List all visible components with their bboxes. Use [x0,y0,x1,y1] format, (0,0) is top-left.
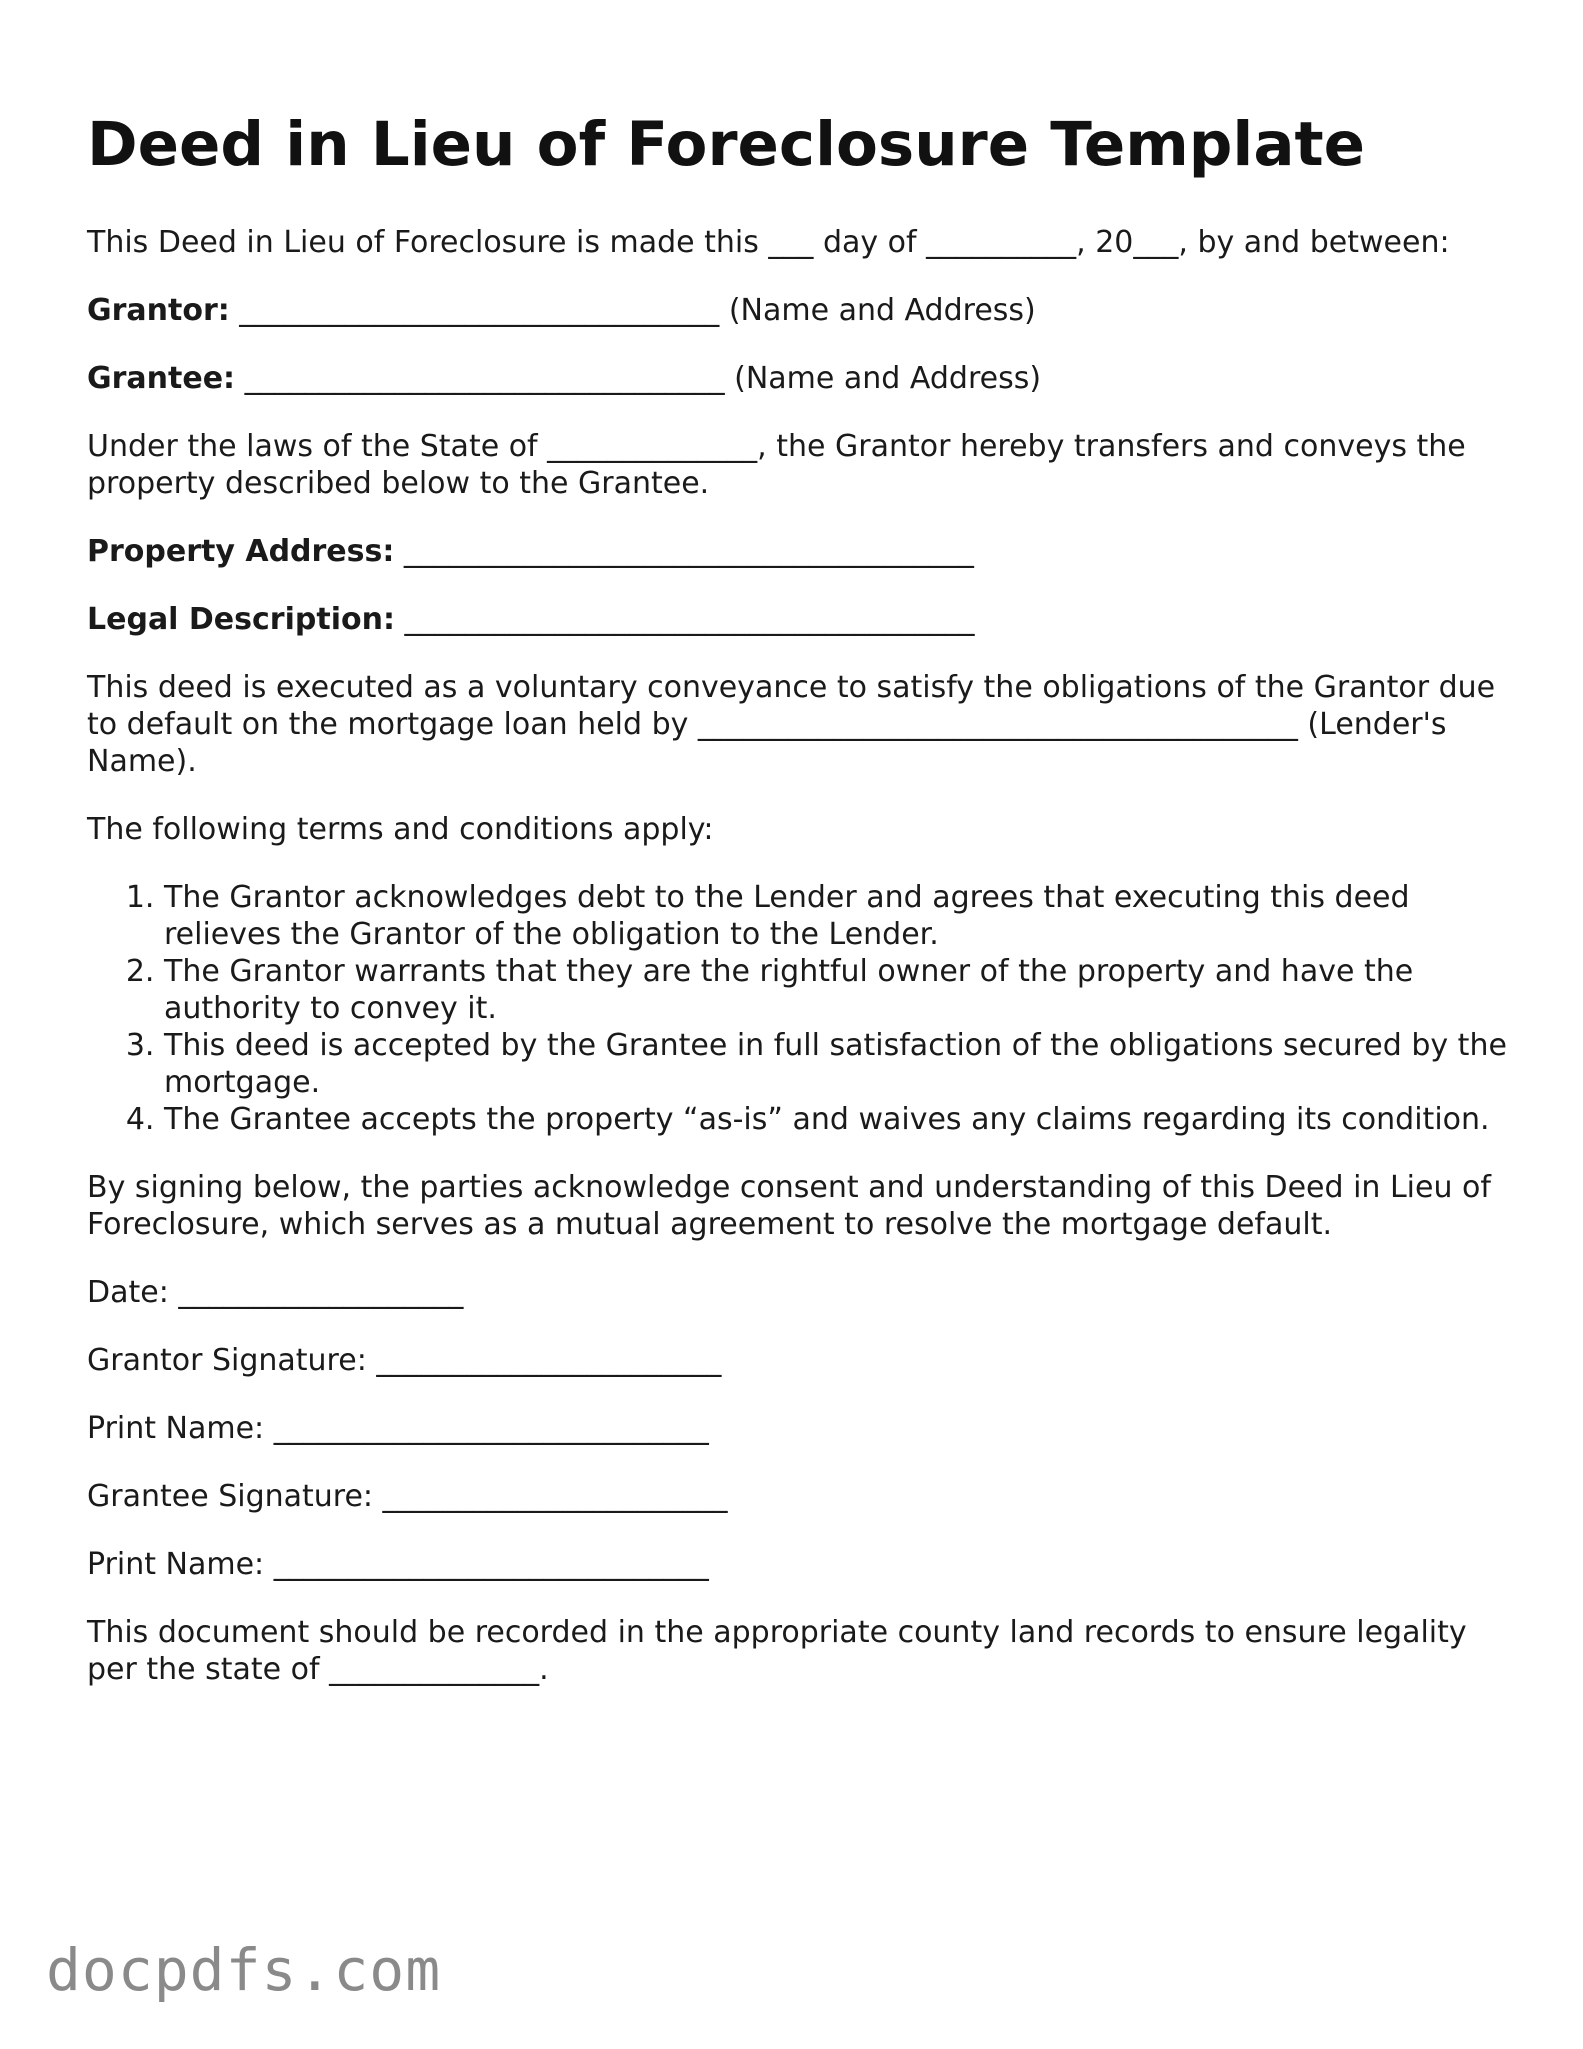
grantor-field: ________________________________ (Name and Address) [229,293,1036,328]
legal-description-label: Legal Description: [87,602,395,637]
document-title: Deed in Lieu of Foreclosure Template [87,109,1366,180]
grantor-line [87,292,1507,329]
watermark: docpdfs.com [46,1936,442,2004]
property-address-line [87,533,1507,570]
property-address-field: ______________________________________ [394,534,974,569]
grantee-print-name-line: Print Name: _____________________________ [87,1547,709,1582]
consent-paragraph: By signing below, the parties acknowledge consent and understanding of this Deed in Lieu of Foreclosure, which serves as a mutual agreement to resolve the mortgage default. [87,1170,1491,1242]
grantor-label: Grantor: [87,293,230,328]
date-line: Date: ___________________ [87,1275,464,1310]
grantee-label: Grantee: [87,361,236,396]
intro-paragraph: This Deed in Lieu of Foreclosure is made this ___ day of __________, 20___, by and between: [87,225,1450,260]
term-item: 3. This deed is accepted by the Grantee in full satisfaction of the obligations secured by the mortgage. [164,1027,1507,1101]
grantor-print-name-line: Print Name: _____________________________ [87,1411,709,1446]
legal-description-line [87,601,1507,638]
grantee-signature-line: Grantee Signature: _______________________ [87,1479,728,1514]
term-item: 2. The Grantor warrants that they are the rightful owner of the property and have the authority to convey it. [164,953,1507,1027]
term-item: 4. The Grantee accepts the property “as-is” and waives any claims regarding its condition. [164,1101,1507,1138]
term-item: 1. The Grantor acknowledges debt to the Lender and agrees that executing this deed relieves the Grantor of the obligation to the Lender. [164,879,1507,953]
terms-list [87,879,1507,1138]
grantee-field: ________________________________ (Name and Address) [235,361,1042,396]
terms-intro: The following terms and conditions apply: [87,812,714,847]
grantee-line [87,360,1507,397]
transfer-paragraph: Under the laws of the State of ______________, the Grantor hereby transfers and conveys the property described below to the Grantee. [87,429,1466,501]
property-address-label: Property Address: [87,534,395,569]
legal-description-field: ______________________________________ [394,602,975,637]
grantor-signature-line: Grantor Signature: _______________________ [87,1343,722,1378]
recording-paragraph: This document should be recorded in the appropriate county land records to ensure legality per the state of ______________. [87,1615,1467,1687]
document-body [87,224,1507,1719]
voluntary-paragraph: This deed is executed as a voluntary conveyance to satisfy the obligations of the Grantor due to default on the mortgage loan held by ________________________________________ (Lender's Name). [87,670,1496,779]
